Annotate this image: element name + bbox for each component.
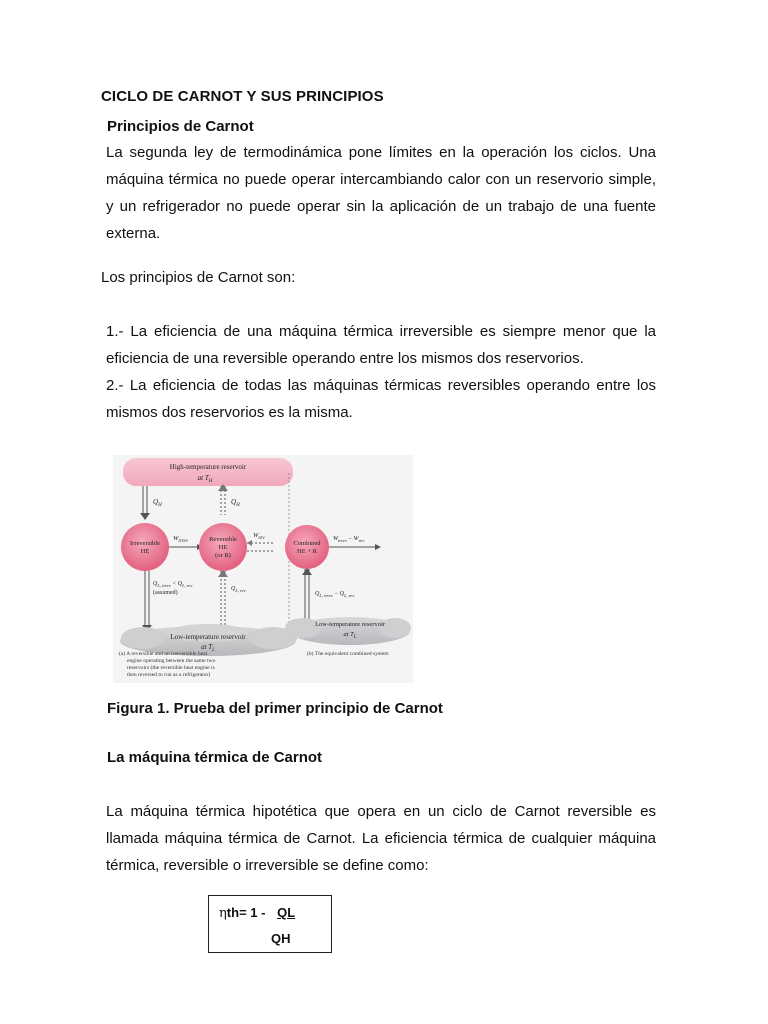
low-reservoir-temp: at $T_L$ (201, 643, 215, 653)
figure-caption-a-3: reservoirs (the reversible heat engine is (127, 665, 215, 671)
irreversible-label-2: HE (140, 548, 150, 555)
reversible-label-2: HE (218, 544, 228, 551)
combined-label-1: Combined (293, 540, 321, 547)
qh-right-label: $Q_H$ (231, 498, 240, 508)
reversible-label-3: (or R) (215, 552, 231, 559)
principle-1 (106, 318, 656, 372)
ql-rev-label: $Q_{L, rev}$ (231, 586, 246, 593)
low-reservoir-b-temp: at $T_L$ (343, 631, 357, 640)
figure-caption-b: (b) The equivalent combined system (307, 651, 389, 657)
qh-left-label: $Q_H$ (153, 498, 162, 508)
text-line: mismos dos reservorios es la misma. (106, 404, 353, 421)
paragraph-second-law (106, 139, 656, 247)
formula-lhs: th= 1 - (226, 905, 266, 920)
figure-diagram (113, 455, 413, 683)
text-line: La segunda ley de termodinámica pone límites en la operación los ciclos. Una (106, 144, 656, 161)
combined-engine (285, 525, 329, 569)
arrow-head (302, 568, 312, 575)
text-line: máquina térmica no puede operar intercambiando calor con un reservorio simple, (106, 171, 656, 188)
reversible-label-1: Reversible (209, 536, 237, 543)
text-line: térmica, reversible o irreversible se define como: (106, 857, 429, 874)
text-line: La máquina térmica hipotética que opera en un ciclo de Carnot reversible es (106, 803, 656, 820)
arrow-head (375, 544, 381, 550)
eta-symbol: η (219, 906, 227, 921)
paragraph-carnot-engine (106, 798, 656, 879)
low-reservoir-label: Low-temperature reservoir (170, 633, 246, 641)
efficiency-formula-box (208, 895, 332, 953)
text-line: eficiencia de una reversible operando entre los mismos dos reservorios. (106, 350, 584, 367)
ql-comb-label: $Q_{L, irrev} - Q_{L, rev}$ (315, 591, 355, 598)
combined-label-2: HE + R (297, 548, 317, 555)
text-line: externa. (106, 225, 161, 242)
document-title: CICLO DE CARNOT Y SUS PRINCIPIOS (101, 88, 384, 105)
low-reservoir-b-label: Low-temperature reservoir (315, 621, 385, 628)
high-reservoir-temp: at $T_H$ (197, 474, 213, 484)
irreversible-label-1: Irreversible (130, 540, 160, 547)
w-rev-label: $W_{rev}$ (253, 532, 265, 541)
formula-line-1 (219, 905, 295, 921)
figure-caption-a-2: engine operating between the same two (127, 658, 216, 664)
arrow-head (247, 540, 252, 546)
w-irrev-label: $W_{irrev}$ (173, 535, 188, 544)
irreversible-engine (121, 523, 169, 571)
section-heading-carnot-engine: La máquina térmica de Carnot (107, 749, 323, 766)
figure-caption-a-4: then reversed to run as a refrigerator) (127, 672, 211, 678)
section-heading-principios: Principios de Carnot (107, 118, 254, 135)
formula-numerator: QL (277, 905, 296, 920)
ql-assumed-label: (assumed) (153, 590, 178, 596)
figure-caption-a-1: (a) A reversible and an irreversible heat (119, 651, 208, 657)
text-line: y un refrigerador no puede operar sin la aplicación de un trabajo de una fuente (106, 198, 656, 215)
principle-2 (106, 372, 656, 426)
text-line: 1.- La eficiencia de una máquina térmica irreversible es siempre menor que la (106, 323, 656, 340)
formula-denominator: QH (271, 931, 291, 946)
figure-caption: Figura 1. Prueba del primer principio de Carnot (107, 700, 443, 717)
arrow-head (218, 570, 228, 577)
text-line: 2.- La eficiencia de todas las máquinas térmicas reversibles operando entre los (106, 377, 656, 394)
carnot-principle-figure (113, 455, 413, 683)
arrow-head (140, 513, 150, 520)
ql-irrev-label: $Q_{L, irrev} < Q_{L, rev}$ (153, 581, 193, 588)
text-line: llamada máquina térmica de Carnot. La eficiencia térmica de cualquier máquina (106, 830, 656, 847)
principles-intro: Los principios de Carnot son: (101, 269, 296, 286)
w-comb-label: $W_{irrev} - W_{rev}$ (333, 536, 365, 543)
high-reservoir-label: High-temperature reservoir (169, 463, 247, 471)
